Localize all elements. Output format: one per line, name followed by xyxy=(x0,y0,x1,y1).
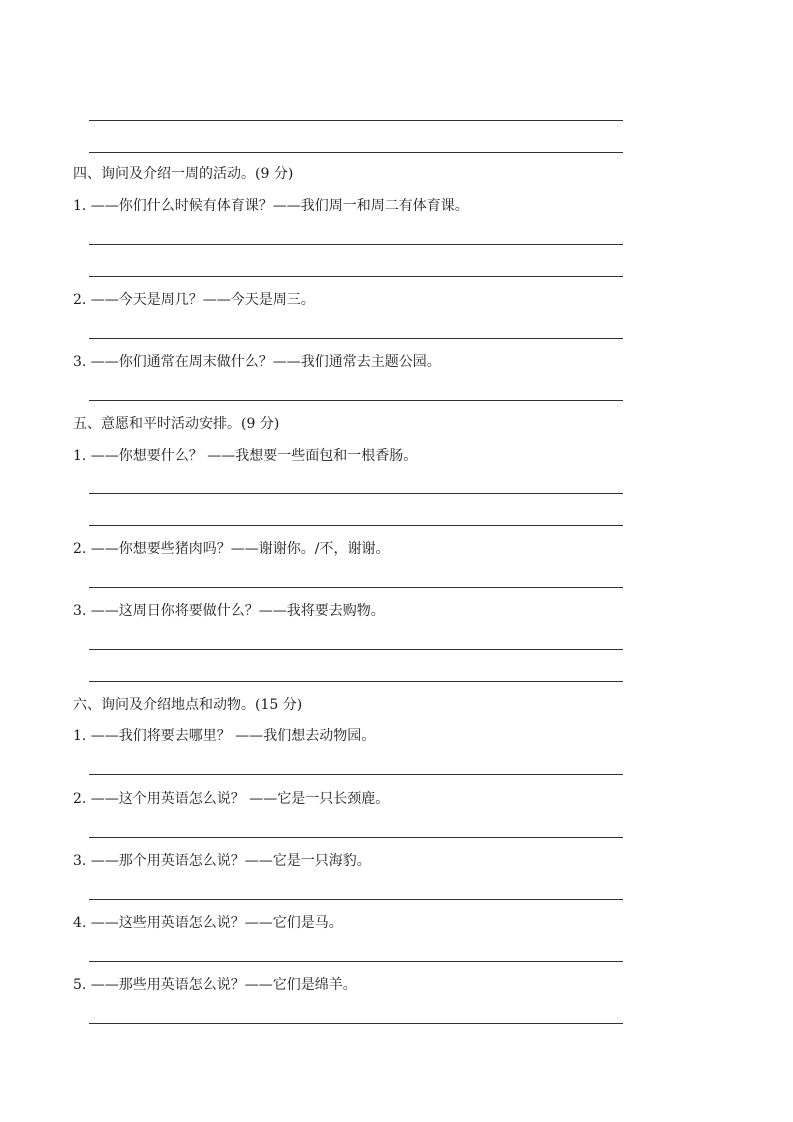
answer-line[interactable] xyxy=(89,152,623,153)
answer-line[interactable] xyxy=(89,1023,623,1024)
answer-line[interactable] xyxy=(89,837,623,838)
answer-line[interactable] xyxy=(89,493,623,494)
section-4-item-1: 1. ——你们什么时候有体育课？——我们周一和周二有体育课。 xyxy=(73,198,469,214)
answer-line[interactable] xyxy=(89,899,623,900)
answer-line[interactable] xyxy=(89,681,623,682)
answer-line[interactable] xyxy=(89,338,623,339)
answer-line[interactable] xyxy=(89,120,623,121)
section-6-heading: 六、询问及介绍地点和动物。(15 分) xyxy=(73,697,303,713)
section-5-item-3: 3. ——这周日你将要做什么？——我将要去购物。 xyxy=(73,603,385,619)
section-6-item-2: 2. ——这个用英语怎么说？ ——它是一只长颈鹿。 xyxy=(73,791,390,807)
answer-line[interactable] xyxy=(89,649,623,650)
section-4-item-2: 2. ——今天是周几？——今天是周三。 xyxy=(73,292,315,308)
answer-line[interactable] xyxy=(89,525,623,526)
answer-line[interactable] xyxy=(89,587,623,588)
answer-line[interactable] xyxy=(89,276,623,277)
section-5-heading: 五、意愿和平时活动安排。(9 分) xyxy=(73,416,280,432)
answer-line[interactable] xyxy=(89,400,623,401)
section-6-item-4: 4. ——这些用英语怎么说？——它们是马。 xyxy=(73,915,343,931)
section-4-item-3: 3. ——你们通常在周末做什么？——我们通常去主题公园。 xyxy=(73,354,441,370)
section-5-item-1: 1. ——你想要什么？ ——我想要一些面包和一根香肠。 xyxy=(73,448,418,464)
section-6-item-3: 3. ——那个用英语怎么说？——它是一只海豹。 xyxy=(73,853,371,869)
section-4-heading: 四、询问及介绍一周的活动。(9 分) xyxy=(73,166,294,182)
answer-line[interactable] xyxy=(89,961,623,962)
section-6-item-1: 1. ——我们将要去哪里？ ——我们想去动物园。 xyxy=(73,728,376,744)
section-5-item-2: 2. ——你想要些猪肉吗？——谢谢你。/不，谢谢。 xyxy=(73,541,390,557)
answer-line[interactable] xyxy=(89,244,623,245)
answer-line[interactable] xyxy=(89,774,623,775)
section-6-item-5: 5. ——那些用英语怎么说？——它们是绵羊。 xyxy=(73,977,357,993)
